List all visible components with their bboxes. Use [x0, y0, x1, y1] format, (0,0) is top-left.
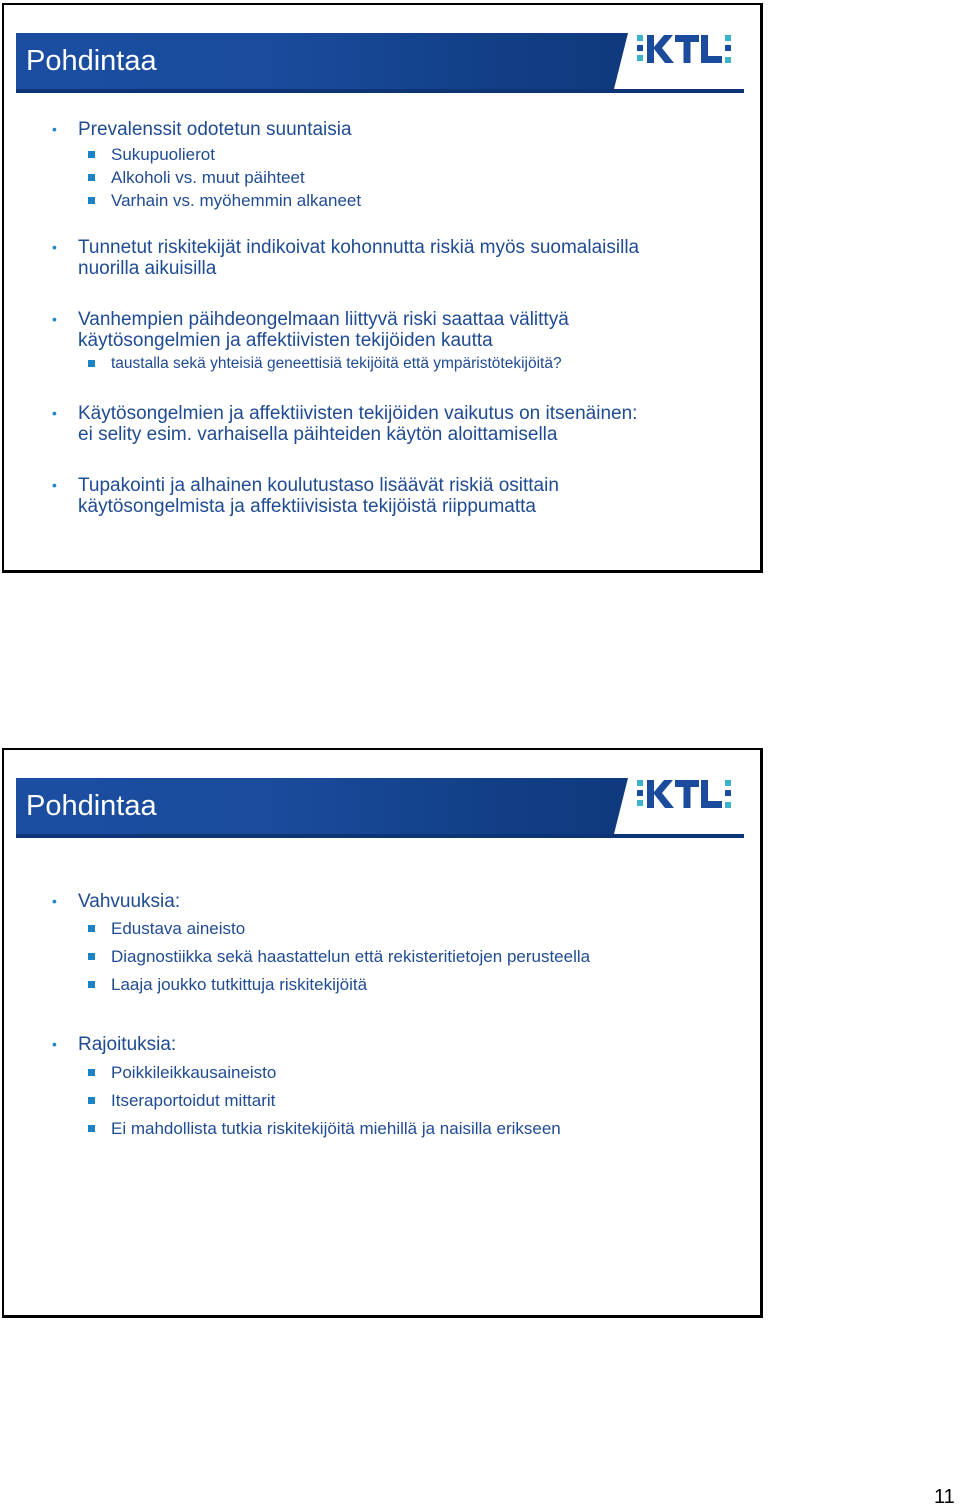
sub-bullet-text: Ei mahdollista tutkia riskitekijöitä miehillä ja naisilla erikseen — [111, 1119, 561, 1138]
bullet-text: Käytösongelmien ja affektiivisten tekijöiden vaikutus on itsenäinen: — [78, 403, 638, 424]
square-bullet-icon — [88, 174, 95, 181]
bullet-item — [52, 1034, 177, 1055]
sub-bullet-text: Edustava aineisto — [111, 919, 246, 938]
sub-bullet-item — [111, 1119, 561, 1139]
bullet-text: Vahvuuksia: — [78, 891, 181, 912]
bullet-text: käytösongelmien ja affektiivisten tekijöiden kautta — [78, 330, 493, 351]
sub-bullet-item — [111, 947, 590, 967]
sub-bullet-item — [111, 354, 562, 374]
sub-bullet-item — [111, 1091, 275, 1111]
slide-1 — [2, 3, 763, 573]
sub-bullet-item — [111, 975, 367, 995]
bullet-item — [52, 309, 569, 330]
bullet-dot-icon: • — [52, 121, 57, 137]
sub-bullet-item — [111, 168, 305, 188]
sub-bullet-item — [111, 145, 215, 165]
sub-bullet-text: Varhain vs. myöhemmin alkaneet — [111, 191, 362, 210]
bullet-text: käytösongelmista ja affektiivisista tekijöistä riippumatta — [78, 496, 536, 517]
bullet-item — [52, 119, 352, 140]
ktl-logo-icon — [637, 776, 737, 814]
sub-bullet-item — [111, 919, 245, 939]
sub-bullet-text: Poikkileikkausaineisto — [111, 1063, 277, 1082]
slide-title: Pohdintaa — [26, 45, 157, 77]
square-bullet-icon — [88, 151, 95, 158]
bullet-dot-icon: • — [52, 893, 57, 909]
bullet-text: Tunnetut riskitekijät indikoivat kohonnutta riskiä myös suomalaisilla — [78, 237, 640, 258]
sub-bullet-item — [111, 1063, 276, 1083]
bullet-dot-icon: • — [52, 477, 57, 493]
bullet-dot-icon: • — [52, 239, 57, 255]
sub-bullet-text: Sukupuolierot — [111, 145, 215, 164]
bullet-item — [52, 475, 559, 496]
bullet-continuation — [78, 258, 216, 279]
sub-bullet-text: Itseraportoidut mittarit — [111, 1091, 276, 1110]
sub-bullet-text: Laaja joukko tutkittuja riskitekijöitä — [111, 975, 368, 994]
bullet-text: nuorilla aikuisilla — [78, 258, 217, 279]
slide-2-content — [4, 750, 760, 1315]
bullet-dot-icon: • — [52, 405, 57, 421]
bullet-continuation — [78, 424, 557, 445]
square-bullet-icon — [88, 1125, 95, 1132]
square-bullet-icon — [88, 1097, 95, 1104]
slide-1-content — [4, 5, 760, 570]
bullet-dot-icon: • — [52, 1036, 57, 1052]
sub-bullet-text: Alkoholi vs. muut päihteet — [111, 168, 305, 187]
bullet-item — [52, 237, 640, 258]
bullet-text: Vanhempien päihdeongelmaan liittyvä riski saattaa välittyä — [78, 309, 569, 330]
bullet-continuation — [78, 330, 493, 351]
bullet-dot-icon: • — [52, 311, 57, 327]
square-bullet-icon — [88, 197, 95, 204]
page-number: 11 — [934, 1486, 955, 1508]
square-bullet-icon — [88, 953, 95, 960]
sub-bullet-item — [111, 191, 361, 211]
bullet-continuation — [78, 496, 536, 517]
bullet-text: Prevalenssit odotetun suuntaisia — [78, 119, 352, 140]
slide-2 — [2, 748, 763, 1318]
slide-title: Pohdintaa — [26, 790, 157, 822]
square-bullet-icon — [88, 981, 95, 988]
bullet-item — [52, 403, 638, 424]
square-bullet-icon — [88, 925, 95, 932]
bullet-text: Tupakointi ja alhainen koulutustaso lisäävät riskiä osittain — [78, 475, 559, 496]
sub-bullet-text: taustalla sekä yhteisiä geneettisiä tekijöitä että ympäristötekijöitä? — [111, 355, 562, 372]
bullet-text: ei selity esim. varhaisella päihteiden käytön aloittamisella — [78, 424, 558, 445]
ktl-logo-icon — [637, 31, 737, 69]
sub-bullet-text: Diagnostiikka sekä haastattelun että rekisteritietojen perusteella — [111, 947, 591, 966]
square-bullet-icon — [88, 360, 95, 367]
bullet-text: Rajoituksia: — [78, 1034, 177, 1055]
square-bullet-icon — [88, 1069, 95, 1076]
bullet-item — [52, 891, 181, 912]
